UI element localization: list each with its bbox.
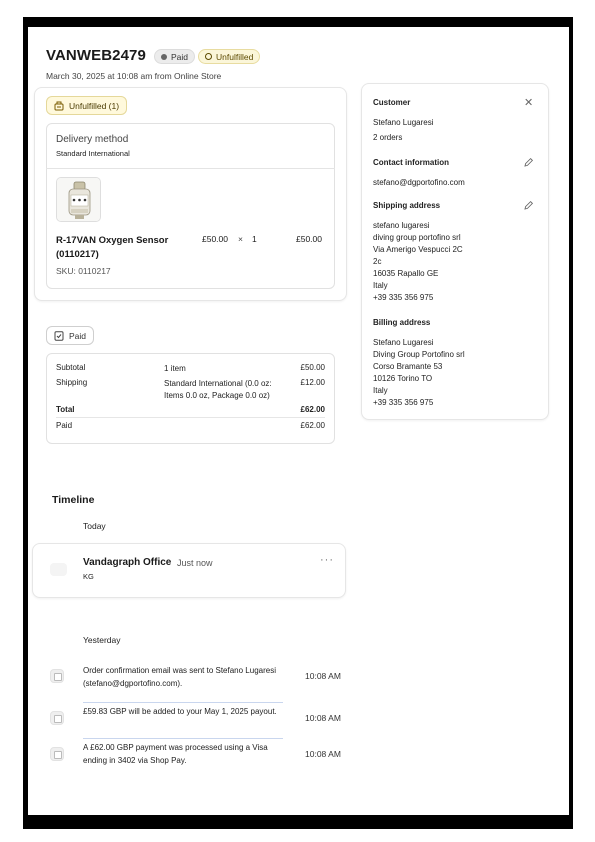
status-dot-icon (161, 54, 167, 60)
paid-pill-label: Paid (69, 330, 87, 341)
billing-line: Corso Bramante 53 (373, 362, 443, 371)
product-quantity: 1 (252, 234, 257, 244)
shipping-amount: £12.00 (300, 378, 325, 387)
total-amount: £62.00 (300, 405, 325, 414)
customer-heading: Customer (373, 98, 411, 107)
event-marker-icon (50, 711, 64, 725)
timeline-day-yesterday: Yesterday (83, 635, 121, 645)
order-subtitle: March 30, 2025 at 10:08 am from Online Store (46, 71, 222, 81)
billing-line: Stefano Lugaresi (373, 338, 434, 347)
shipping-line: diving group portofino srl (373, 233, 461, 242)
billing-line: +39 335 356 975 (373, 398, 434, 407)
event-marker-icon (50, 669, 64, 683)
delivery-method-heading: Delivery method (56, 134, 129, 145)
unfulfilled-pill[interactable] (46, 96, 127, 115)
subtotal-amount: £50.00 (300, 363, 325, 372)
shipping-line: Via Amerigo Vespucci 2C (373, 245, 463, 254)
subtotal-detail: 1 item (164, 364, 186, 373)
product-thumbnail[interactable] (56, 177, 101, 222)
timeline-event-text[interactable]: £59.83 GBP will be added to your May 1, 2025 payout. (83, 707, 277, 716)
fulfillment-status-badge (198, 49, 260, 64)
total-label: Total (56, 405, 75, 414)
event-marker-icon (50, 747, 64, 761)
package-icon (54, 101, 64, 111)
receipt-check-icon (54, 331, 64, 341)
shipping-address-heading: Shipping address (373, 201, 441, 210)
pencil-icon[interactable] (523, 200, 534, 211)
status-ring-icon (205, 53, 212, 60)
timeline-event-text[interactable]: A £62.00 GBP payment was processed using a Visa ending in 3402 via Shop Pay. (83, 743, 268, 765)
more-horizontal-icon[interactable]: ··· (320, 554, 334, 566)
subtotal-label: Subtotal (56, 363, 86, 372)
sensor-image-icon (57, 178, 101, 222)
delivery-divider (46, 168, 335, 169)
customer-email[interactable]: stefano@dgportofino.com (373, 178, 465, 187)
shipping-line: 16035 Rapallo GE (373, 269, 439, 278)
paid-amount: £62.00 (300, 421, 325, 430)
customer-orders[interactable]: 2 orders (373, 133, 403, 142)
payment-status-badge (154, 49, 195, 64)
billing-line: Diving Group Portofino srl (373, 350, 465, 359)
contact-heading: Contact information (373, 158, 449, 167)
timeline-day-today: Today (83, 521, 106, 531)
billing-line: 10126 Torino TO (373, 374, 433, 383)
shipping-line: Italy (373, 281, 388, 290)
product-unit-price: £50.00 (202, 234, 228, 244)
event-highlight-line (83, 738, 283, 739)
timeline-event-text[interactable]: Order confirmation email was sent to Stefano Lugaresi (stefano@dgportofino.com). (83, 666, 276, 688)
product-line-total: £50.00 (296, 234, 322, 244)
paid-label: Paid (56, 421, 73, 430)
billing-address-heading: Billing address (373, 318, 431, 327)
timeline-event-time: 10:08 AM (305, 713, 341, 723)
shipping-detail: Standard International (0.0 oz: Items 0.0 oz, Package 0.0 oz) (164, 379, 272, 400)
shipping-line: 2c (373, 257, 382, 266)
unfulfilled-pill-label: Unfulfilled (1) (69, 100, 120, 111)
billing-line: Italy (373, 386, 388, 395)
quantity-multiplier: × (238, 234, 243, 244)
delivery-method-value: Standard International (56, 149, 130, 158)
shipping-label: Shipping (56, 378, 88, 387)
avatar (50, 563, 67, 576)
shipping-line: +39 335 356 975 (373, 293, 434, 302)
comment-time: Just now (177, 558, 213, 568)
order-title: VANWEB2479 (46, 47, 146, 64)
timeline-event-time: 10:08 AM (305, 749, 341, 759)
timeline-event-time: 10:08 AM (305, 671, 341, 681)
timeline-title: Timeline (52, 494, 95, 506)
fulfillment-status-label: Unfulfilled (216, 51, 254, 62)
payment-status-label: Paid (171, 51, 189, 62)
comment-author: Vandagraph Office (83, 557, 172, 568)
comment-text: KG (83, 572, 94, 581)
timeline-comment-card (32, 543, 346, 598)
payment-separator (56, 417, 325, 418)
close-icon[interactable]: ✕ (524, 97, 534, 109)
customer-name[interactable]: Stefano Lugaresi (373, 118, 434, 127)
pencil-icon[interactable] (523, 157, 534, 168)
product-name[interactable]: R-17VAN Oxygen Sensor (0110217) (56, 235, 169, 260)
event-highlight-line (83, 702, 283, 703)
shipping-line: stefano lugaresi (373, 221, 430, 230)
paid-pill[interactable] (46, 326, 94, 345)
product-sku: SKU: 0110217 (56, 266, 111, 276)
